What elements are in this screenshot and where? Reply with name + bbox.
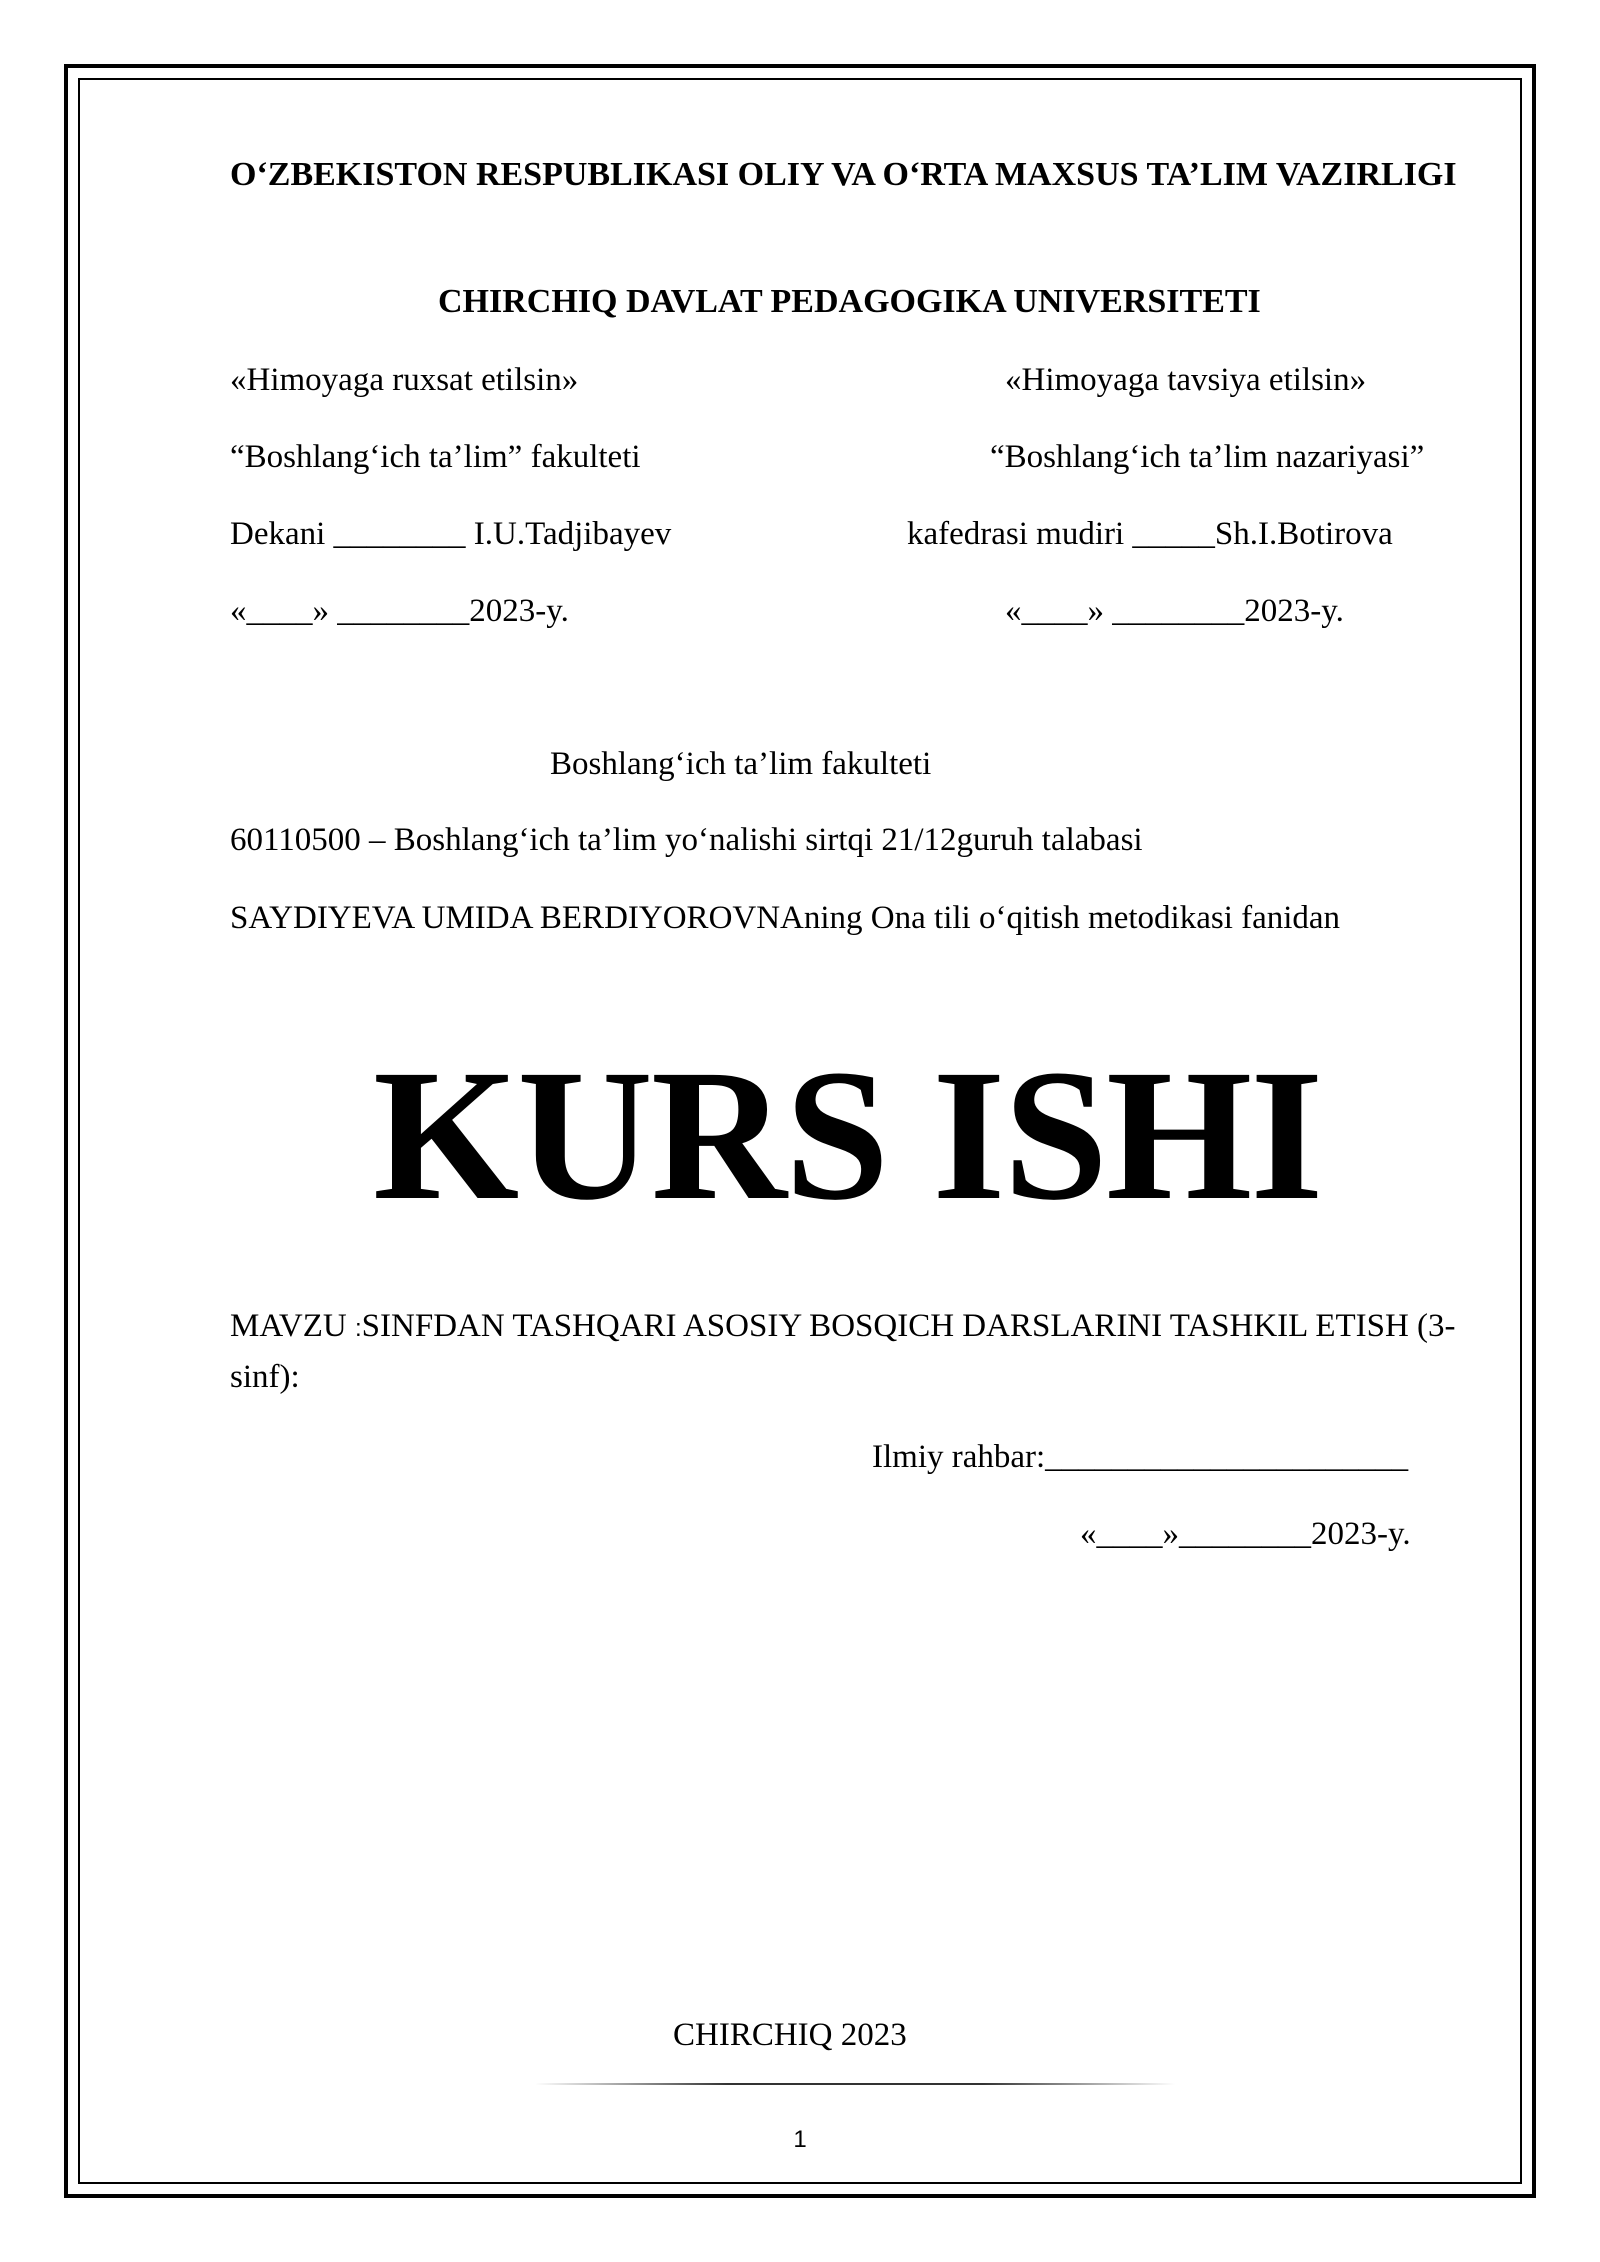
topic-text: SINFDAN TASHQARI ASOSIY BOSQICH DARSLARINI TASHKIL ETISH (3-sinf):: [230, 1308, 1456, 1395]
ministry-heading: O‘ZBEKISTON RESPUBLIKASI OLIY VA O‘RTA MAXSUS TA’LIM VAZIRLIGI: [230, 156, 1457, 193]
title-text: KURS ISHI: [373, 1030, 1322, 1239]
topic-label: MAVZU: [230, 1308, 347, 1344]
approval-right-line2: “Boshlang‘ich ta’lim nazariyasi”: [990, 439, 1425, 475]
topic-colon: :: [355, 1315, 362, 1342]
approval-left-line4: «____» ________2023-y.: [230, 593, 569, 629]
supervisor-line: Ilmiy rahbar:______________________: [872, 1439, 1409, 1475]
approval-right-line1: «Himoyaga tavsiya etilsin»: [1005, 362, 1367, 398]
program-line: 60110500 – Boshlang‘ich ta’lim yo‘nalishi sirtqi 21/12guruh talabasi: [230, 822, 1143, 858]
footer-rule: [535, 2083, 1175, 2085]
faculty-line: Boshlang‘ich ta’lim fakulteti: [550, 746, 932, 782]
page-number: 1: [793, 2126, 807, 2153]
approval-left-line3: Dekani ________ I.U.Tadjibayev: [230, 516, 672, 552]
city-year: CHIRCHIQ 2023: [673, 2017, 907, 2053]
approval-right-line3: kafedrasi mudiri _____Sh.I.Botirova: [907, 516, 1393, 552]
university-heading: CHIRCHIQ DAVLAT PEDAGOGIKA UNIVERSITETI: [438, 283, 1261, 320]
approval-left-line2: “Boshlang‘ich ta’lim” fakulteti: [230, 439, 641, 475]
approval-right-line4: «____» ________2023-y.: [1005, 593, 1344, 629]
student-name-line: SAYDIYEVA UMIDA BERDIYOROVNAning Ona tili o‘qitish metodikasi fanidan: [230, 900, 1341, 936]
topic-line: [230, 1302, 1490, 1401]
supervisor-date: «____»________2023-y.: [1080, 1516, 1411, 1552]
approval-left-line1: «Himoyaga ruxsat etilsin»: [230, 362, 579, 398]
